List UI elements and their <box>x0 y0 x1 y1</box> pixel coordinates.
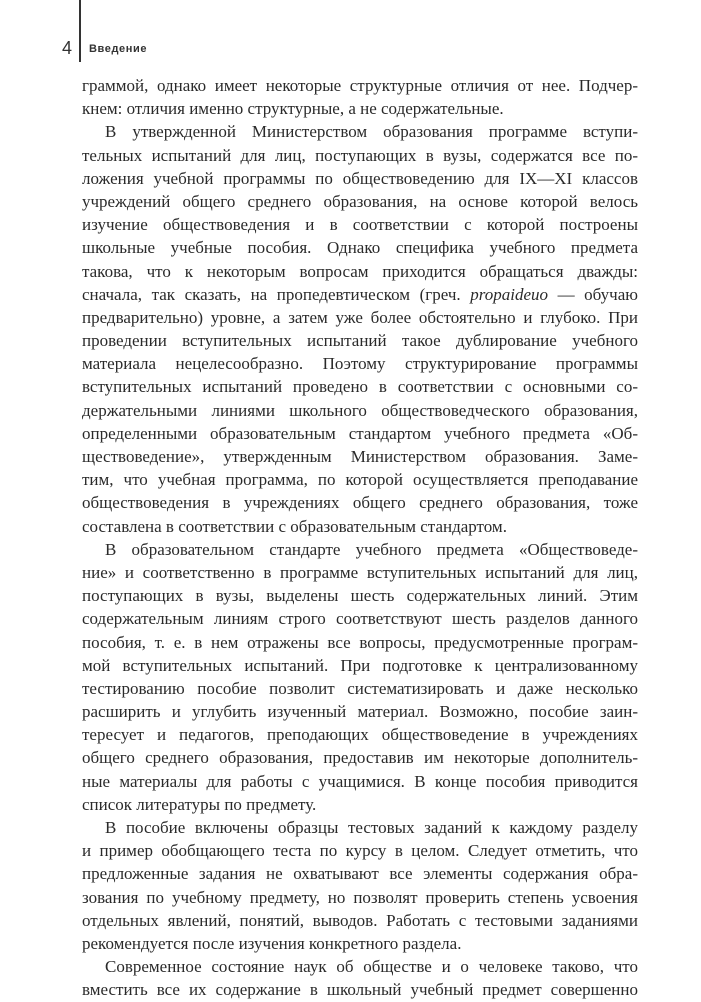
text-line: расширить и углубить изученный материал. Возможно, пособие заин- <box>82 702 638 722</box>
text-line: отдельных явлений, понятий, выводов. Работать с тестовыми заданиями <box>82 910 638 930</box>
text-line: тересует и педагогов, преподающих обществоведение в учреждениях <box>82 725 638 745</box>
text-line: кнем: отличия именно структурные, а не содержательные. <box>82 99 504 119</box>
text-line: В образовательном стандарте учебного предмета «Обществоведе- <box>105 539 638 559</box>
text-line: ные материалы для работы с учащимися. В конце пособия приводится <box>82 771 638 791</box>
text-line: вступительных испытаний проведено в соответствии с основными со- <box>82 377 638 397</box>
text-line: тестированию пособие позволит систематизировать и даже несколько <box>82 678 638 698</box>
text-line: В утвержденной Министерством образования программе вступи- <box>105 122 638 142</box>
text-line: Современное состояние наук об обществе и о человеке таково, что <box>105 957 638 977</box>
greek-term: propaideuo <box>470 284 549 304</box>
text-line: список литературы по предмету. <box>82 794 317 814</box>
line-suffix: — обучаю <box>548 284 638 304</box>
text-line: поступающих в вузы, выделены шесть содержательных линий. Этим <box>82 586 638 606</box>
text-line: изучение обществоведения и в соответствии с которой построены <box>82 215 638 235</box>
text-line: пособия, т. е. в нем отражены все вопросы, предусмотренные програм- <box>82 632 638 652</box>
text-line: рекомендуется после изучения конкретного раздела. <box>82 933 462 953</box>
text-line: В пособие включены образцы тестовых заданий к каждому разделу <box>105 818 638 837</box>
text-line: граммой, однако имеет некоторые структурные отличия от нее. Подчер- <box>82 76 638 95</box>
running-title: Введение <box>89 43 148 55</box>
text-line: мой вступительных испытаний. При подготовке к централизованному <box>82 655 638 675</box>
text-line: общего среднего образования, предоставив им некоторые дополнитель- <box>82 748 638 768</box>
text-line: зования по учебному предмету, но позволят проверить степень усвоения <box>82 887 638 907</box>
text-line-with-term <box>82 283 638 306</box>
text-line: определенными образовательным стандартом учебного предмета «Об- <box>82 423 638 443</box>
text-line: держательными линиями школьного обществоведческого образования, <box>82 400 638 420</box>
text-line: ние» и соответственно в программе вступительных испытаний для лиц, <box>82 562 638 582</box>
text-line: школьные учебные пособия. Однако специфика учебного предмета <box>82 238 638 258</box>
text-line: вместить все их содержание в школьный учебный предмет совершенно <box>82 980 638 1000</box>
text-line: тим, что учебная программа, по которой осуществляется преподавание <box>82 470 638 490</box>
text-line: такова, что к некоторым вопросам приходится обращаться дважды: <box>82 261 638 281</box>
text-line: материала нецелесообразно. Поэтому структурирование программы <box>82 354 638 374</box>
text-line: ществоведение», утвержденным Министерством образования. Заме- <box>82 447 638 466</box>
text-line: тельных испытаний для лиц, поступающих в вузы, содержатся все по- <box>82 145 638 165</box>
line-prefix: сначала, так сказать, на пропедевтическом (греч. <box>82 284 471 304</box>
text-line: ложения учебной программы по обществоведению для IX—XI классов <box>82 168 638 188</box>
text-line: предложенные задания не охватывают все элементы содержания обра- <box>82 864 638 884</box>
text-line: учреждений общего среднего образования, на основе которой велось <box>82 191 638 211</box>
text-line: обществоведения в учреждениях общего среднего образования, тоже <box>82 493 638 513</box>
text-line: и пример обобщающего теста по курсу в целом. Следует отметить, что <box>82 841 638 861</box>
page-number: 4 <box>62 38 73 58</box>
text-line: составлена в соответствии с образовательным стандартом. <box>82 516 507 536</box>
text-line: проведении вступительных испытаний такое дублирование учебного <box>82 331 638 351</box>
body-text <box>82 74 638 1002</box>
text-line: содержательным линиям строго соответствуют шесть разделов данного <box>82 609 638 629</box>
header-vertical-rule <box>79 0 81 62</box>
text-line: предварительно) уровне, а затем уже более обстоятельно и глубоко. При <box>82 307 638 327</box>
